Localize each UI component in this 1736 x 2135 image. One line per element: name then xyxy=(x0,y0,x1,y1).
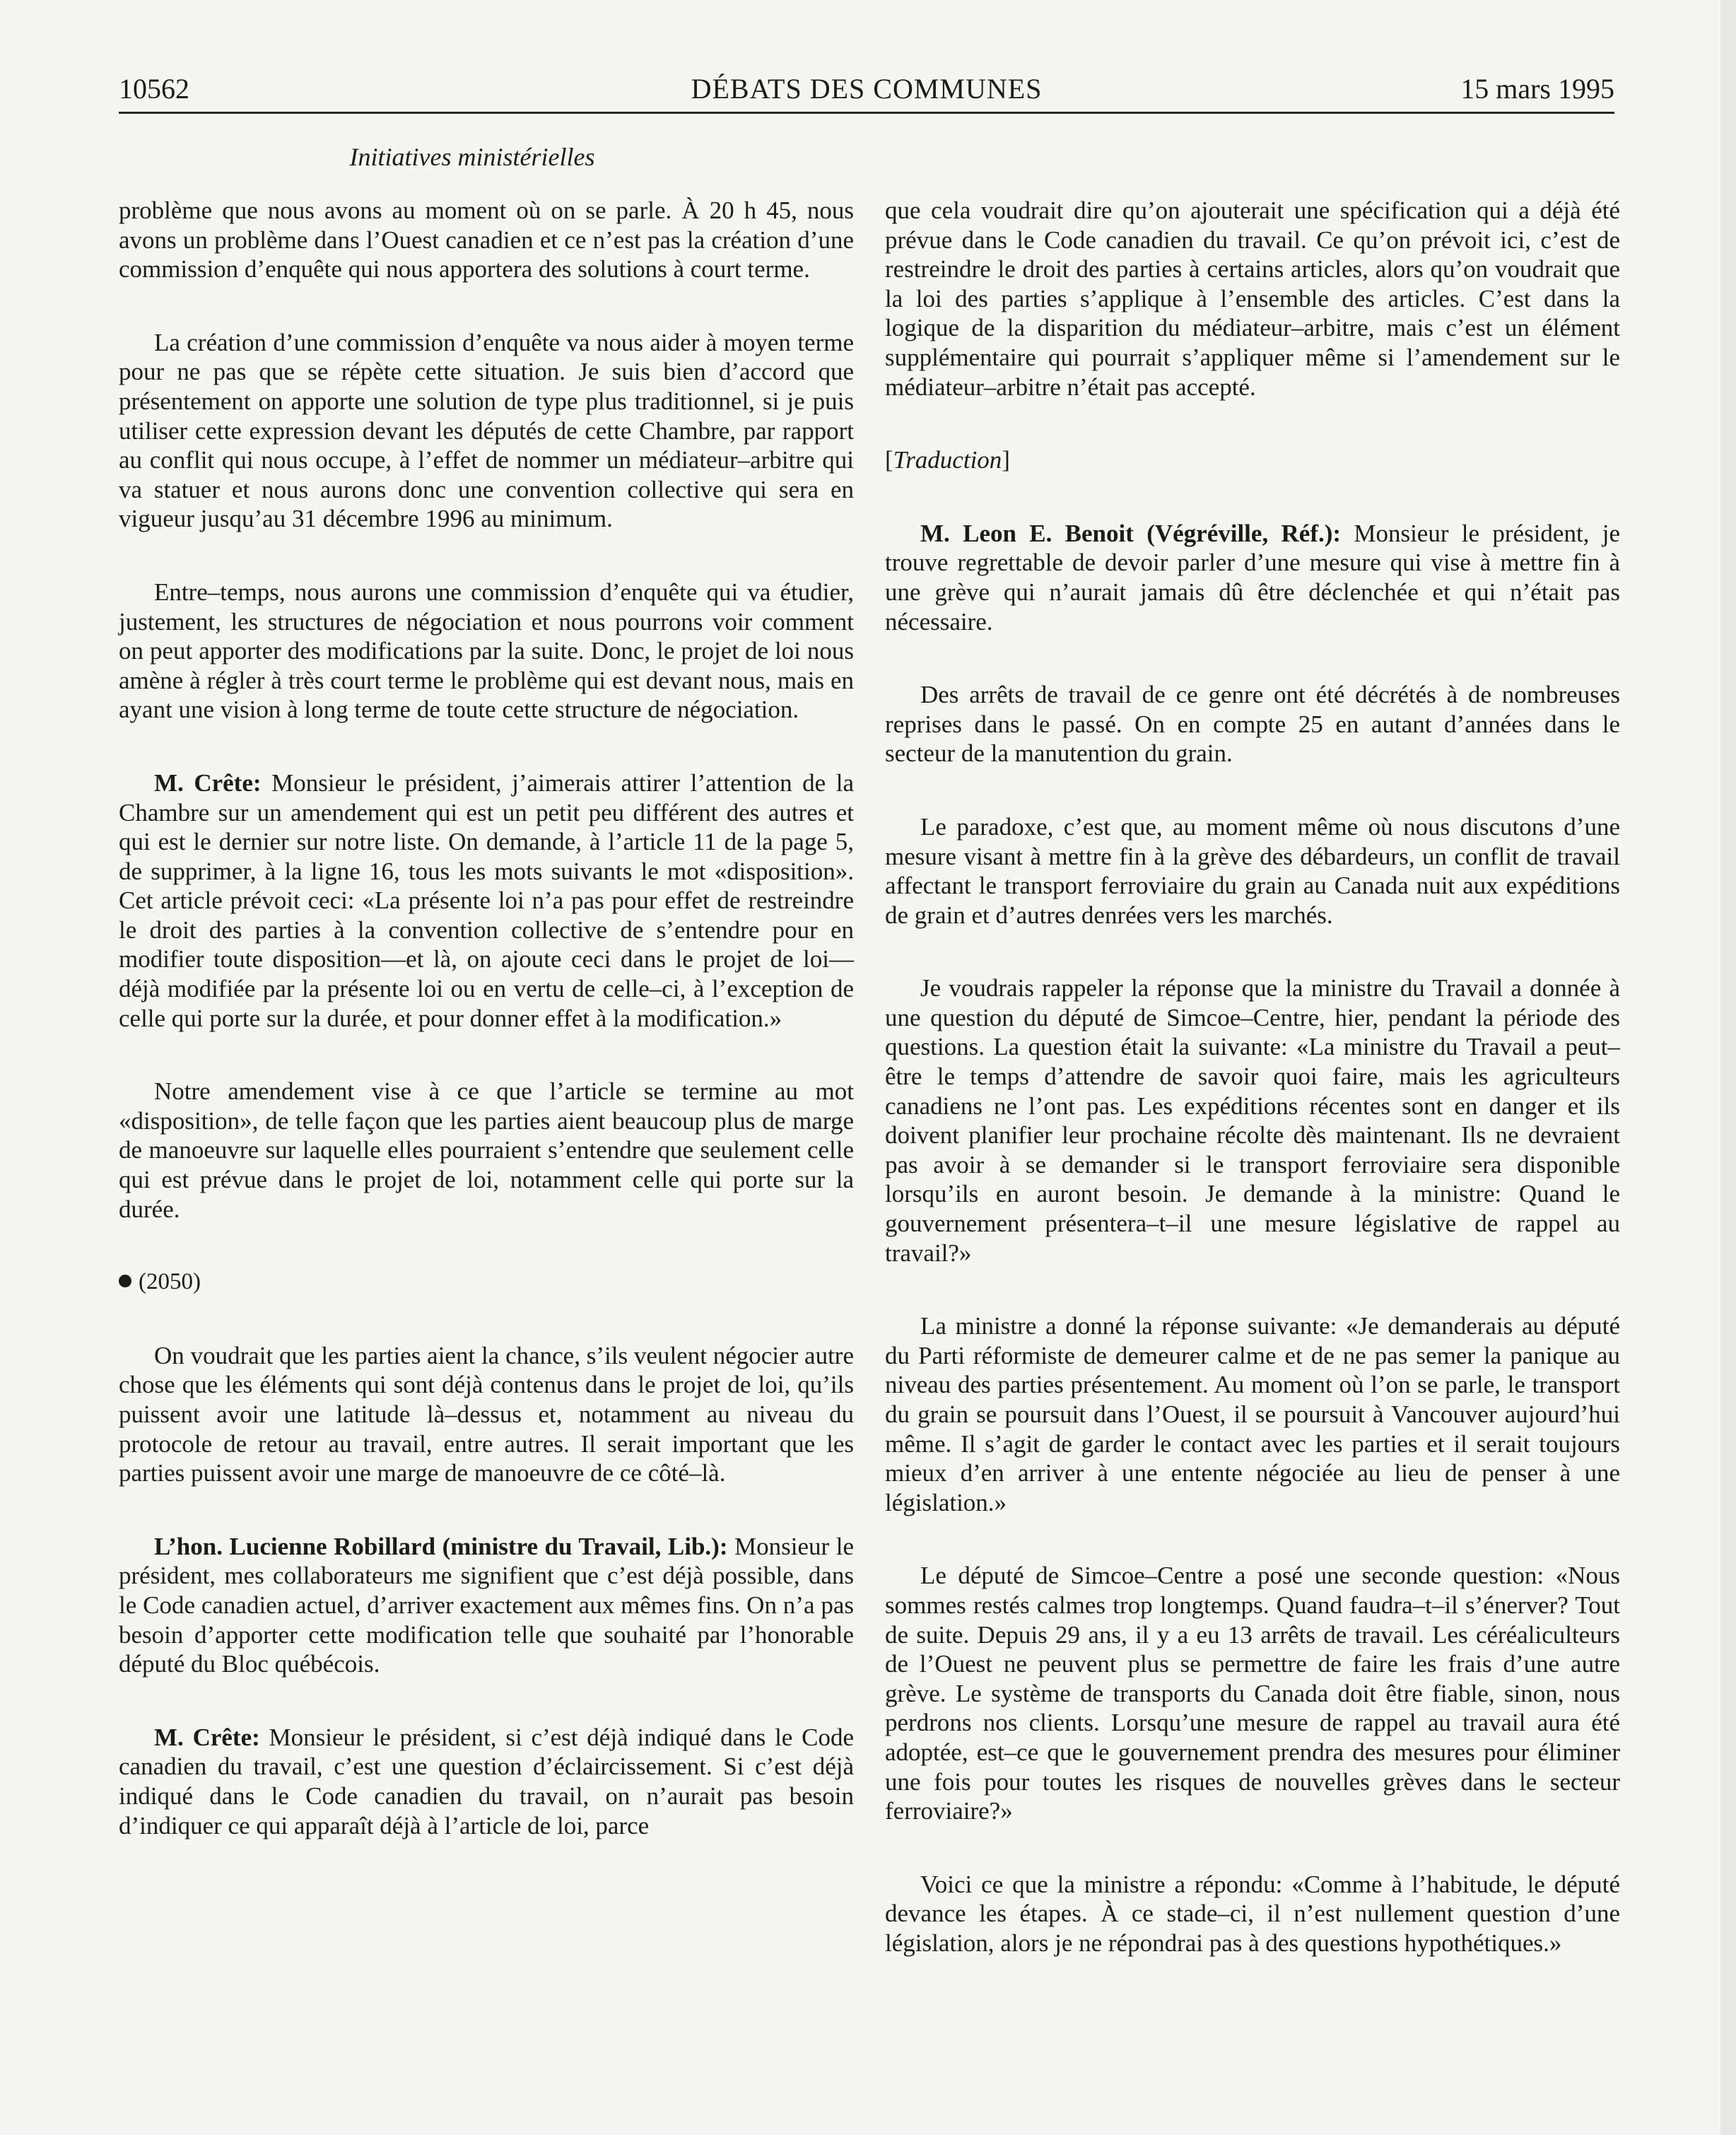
speaker-name: M. Crête: xyxy=(154,768,262,797)
paragraph: Entre–temps, nous aurons une commission d’enquête qui va étudier, justement, les structures de négociation et nous pourrons voir comment on peut apporter des modifications par la suite. Donc, le projet de loi nous amène à régler à très court terme le problème qui est devant nous, mais en ayant une vision à long terme de toute cette structure de négociation. xyxy=(119,578,854,724)
paragraph: La ministre a donné la réponse suivante: «Je demanderais au député du Parti réformiste de demeurer calme et de ne pas semer la panique au niveau des parties présentement. Au moment où l’on se parle, le transport du grain se poursuit dans l’Ouest, il se poursuit à Vancouver aujourd’hui même. Il s’agit de garder le contact avec les parties et il serait toujours mieux d’en arriver à une entente négociée au lieu de penser à une législation.» xyxy=(885,1312,1620,1516)
paragraph: Le paradoxe, c’est que, au moment même où nous discutons d’une mesure visant à mettre fin à la grève des débardeurs, un conflit de travail affectant le transport ferroviaire du grain au Canada nuit aux expéditions de grain et d’autres denrées vers les marchés. xyxy=(885,812,1620,929)
speech-text: Monsieur le président, mes collaborateurs me signifient que c’est déjà possible, dans le Code canadien actuel, d’arriver exactement aux mêmes fins. On n’a pas besoin d’apporter cette modification telle que souhaité par l’honorable député du Bloc québécois. xyxy=(119,1532,854,1678)
publication-title: DÉBATS DES COMMUNES xyxy=(691,73,1043,105)
left-column xyxy=(119,196,854,1884)
speech-text: Monsieur le président, je trouve regrettable de devoir parler d’une mesure qui vise à mettre fin à une grève qui n’aurait jamais dû être déclenchée et qui n’était pas nécessaire. xyxy=(885,519,1620,636)
header-date: 15 mars 1995 xyxy=(1460,73,1614,105)
paragraph: Le député de Simcoe–Centre a posé une seconde question: «Nous sommes restés calmes trop longtemps. Quand faudra–t–il s’énerver? Tout de suite. Depuis 29 ans, il y a eu 13 arrêts de travail. Les céréaliculteurs de l’Ouest ne peuvent plus se permettre de faire les frais d’une autre grève. Le système de transports du Canada doit être fiable, sinon, nous perdrons nos clients. Lorsqu’une mesure de rappel au travail aura été adoptée, est–ce que le gouvernement prendra des mesures pour éliminer une fois pour toutes les risques de nouvelles grèves dans le secteur ferroviaire?» xyxy=(885,1562,1620,1825)
page-number: 10562 xyxy=(119,73,189,105)
header-rule xyxy=(119,112,1614,114)
bullet-icon xyxy=(119,1275,131,1287)
speech-text: Monsieur le président, si c’est déjà indiqué dans le Code canadien du travail, c’est une question d’éclaircissement. Si c’est déjà indiqué dans le Code canadien du travail, on n’aurait pas besoin d’indiquer ce qui apparaît déjà à l’article de loi, parce xyxy=(119,1723,854,1839)
page-header xyxy=(119,69,1614,109)
paragraph: Je voudrais rappeler la réponse que la ministre du Travail a donnée à une question du député de Simcoe–Centre, hier, pendant la période des questions. La question était la suivante: «La ministre du Travail a peut–être le temps d’attendre de savoir quoi faire, mais les agriculteurs canadiens ne l’ont pas. Les expéditions récentes sont en danger et ils doivent planifier leur prochaine récolte dès maintenant. Ils ne devraient pas avoir à se demander si le transport ferroviaire sera disponible lorsqu’ils en auront besoin. Je demande à la ministre: Quand le gouvernement présentera–t–il une mesure législative de rappel au travail?» xyxy=(885,974,1620,1267)
speaker-name: M. Leon E. Benoit (Végréville, Réf.): xyxy=(920,519,1342,547)
speech-paragraph xyxy=(119,1723,854,1840)
translation-label-text: Traduction xyxy=(893,446,1002,474)
speech-paragraph xyxy=(885,519,1620,636)
time-tag xyxy=(119,1268,854,1297)
paragraph: Voici ce que la ministre a répondu: «Comme à l’habitude, le député devance les étapes. À ce stade–ci, il n’est nullement question d’une législation, alors je ne répondrai pas à des questions hypothétiques.» xyxy=(885,1870,1620,1957)
paragraph: problème que nous avons au moment où on se parle. À 20 h 45, nous avons un problème dans l’Ouest canadien et ce n’est pas la création d’une commission d’enquête qui nous apportera des solutions à court terme. xyxy=(119,197,854,283)
paragraph: La création d’une commission d’enquête va nous aider à moyen terme pour ne pas que se répète cette situation. Je suis bien d’accord que présentement on apporte une solution de type plus traditionnel, si je puis utiliser cette expression devant les députés de cette Chambre, par rapport au conflit qui nous occupe, à l’effet de nommer un médiateur–arbitre qui va statuer et nous aurons donc une convention collective qui sera en vigueur jusqu’au 31 décembre 1996 au minimum. xyxy=(119,328,854,533)
section-title: Initiatives ministérielles xyxy=(349,143,595,171)
speaker-name: M. Crête: xyxy=(154,1723,260,1751)
speech-paragraph xyxy=(119,1532,854,1679)
paragraph: que cela voudrait dire qu’on ajouterait une spécification qui a déjà été prévue dans le Code canadien du travail. Ce qu’on prévoit ici, c’est de restreindre le droit des parties à certains articles, alors qu’on voudrait que la loi des parties s’applique à l’ensemble des articles. C’est dans la logique de la disparition du médiateur–arbitre, mais c’est un élément supplémentaire qui pourrait s’appliquer même si l’amendement sur le médiateur–arbitre n’était pas accepté. xyxy=(885,197,1620,401)
speech-text: Monsieur le président, j’aimerais attirer l’attention de la Chambre sur un amendement qui est un petit peu différent des autres et qui est le dernier sur notre liste. On demande, à l’article 11 de la page 5, de supprimer, à la ligne 16, tous les mots suivants le mot «disposition». Cet article prévoit ceci: «La présente loi n’a pas pour effet de restreindre le droit des parties à la convention collective de s’entendre pour en modifier toute disposition—et là, on ajoute ceci dans le projet de loi—déjà modifiée par la présente loi ou en vertu de celle–ci, à l’exception de celle qui porte sur la durée, et pour donner effet à la modification.» xyxy=(119,768,854,1032)
time-tag-text: (2050) xyxy=(139,1269,201,1295)
speech-paragraph xyxy=(119,768,854,1033)
paragraph: Des arrêts de travail de ce genre ont été décrétés à de nombreuses reprises dans le passé. On en compte 25 en autant d’années dans le secteur de la manutention du grain. xyxy=(885,681,1620,768)
paragraph: On voudrait que les parties aient la chance, s’ils veulent négocier autre chose que les éléments qui sont déjà contenus dans le projet de loi, qu’ils puissent avoir une latitude là–dessus et, notamment au niveau du protocole de retour au travail, entre autres. Il serait important que les parties puissent avoir une marge de manoeuvre de ce côté–là. xyxy=(119,1341,854,1487)
speaker-name: L’hon. Lucienne Robillard (ministre du Travail, Lib.): xyxy=(154,1532,728,1560)
page-edge-shadow xyxy=(1720,0,1736,2135)
translation-label: [Traduction] xyxy=(885,446,1010,474)
right-column xyxy=(885,196,1620,2002)
paragraph: Notre amendement vise à ce que l’article se termine au mot «disposition», de telle façon que les parties aient beaucoup plus de marge de manoeuvre sur laquelle elles pourraient s’entendre que seulement celle qui est prévue dans le projet de loi, notamment celle qui porte sur la durée. xyxy=(119,1077,854,1223)
